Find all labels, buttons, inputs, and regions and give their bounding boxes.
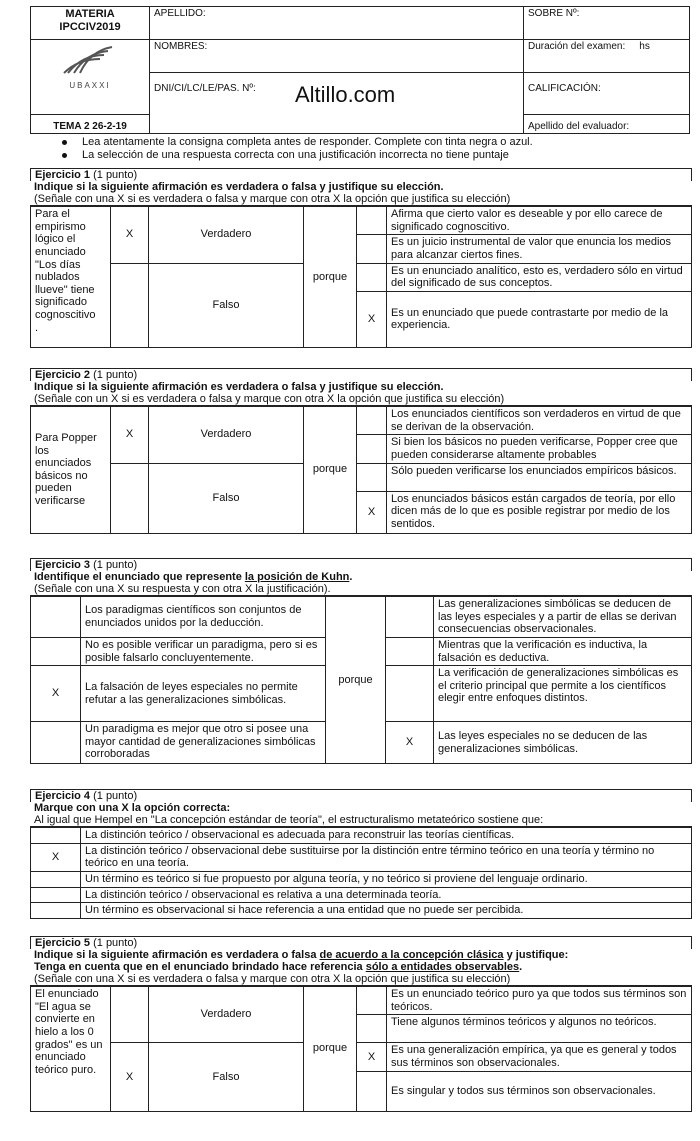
watermark: Altillo.com xyxy=(295,82,396,107)
exercise-4-table xyxy=(30,827,692,919)
option-text: Sólo pueden verificarse los enunciados empíricos básicos. xyxy=(387,463,692,491)
false-mark-box[interactable] xyxy=(111,263,149,347)
tema-label: TEMA 2 26-2-19 xyxy=(53,120,127,132)
materia-cell xyxy=(31,7,150,40)
exercise-1-instruction: Indique si la siguiente afirmación es verdadera o falsa y justifique su elección. xyxy=(34,181,444,193)
false-option: Falso xyxy=(149,1043,304,1111)
exercise-2-table xyxy=(30,406,692,534)
materia-code: IPCCIV2019 xyxy=(59,20,121,33)
left-option-text: No es posible verificar un paradigma, pero si es posible falsarlo concluyentemente. xyxy=(81,637,326,665)
right-option-text: Las generalizaciones simbólicas se deducen de las leyes especiales y a partir de ellas se derivan consecuencias observacionales. xyxy=(434,597,692,638)
left-option-text: Los paradigmas científicos son conjuntos de enunciados unidos por la deducción. xyxy=(81,597,326,638)
option-text: Es un enunciado teórico puro ya que todos sus términos son teóricos. xyxy=(387,987,692,1015)
right-mark-box[interactable] xyxy=(386,637,434,665)
exercise-2-instruction: Indique si la siguiente afirmación es verdadera o falsa y justifique su elección. xyxy=(34,381,444,393)
calificacion-label: CALIFICACIÓN: xyxy=(528,83,601,94)
exercise-3-title: Ejercicio 3 (1 punto) xyxy=(30,558,692,571)
left-mark-box[interactable] xyxy=(31,637,81,665)
option-mark-box[interactable] xyxy=(357,435,387,463)
option-text: La distinción teórico / observacional es relativa a una determinada teoría. xyxy=(81,887,692,903)
left-mark-box[interactable]: X xyxy=(31,666,81,722)
true-mark-box[interactable] xyxy=(111,987,149,1043)
sobre-label: SOBRE Nº: xyxy=(528,8,580,19)
exercise-5-table xyxy=(30,986,692,1112)
exercise-3-instruction: Identifique el enunciado que represente la posición de Kuhn. xyxy=(34,571,353,583)
option-mark-box[interactable] xyxy=(357,263,387,291)
right-option-text: Mientras que la verificación es inductiva, la falsación es deductiva. xyxy=(434,637,692,665)
ubaxxi-logo-icon xyxy=(60,43,120,77)
exercise-1 xyxy=(30,168,692,348)
option-mark-box[interactable] xyxy=(357,235,387,263)
exercise-4-title: Ejercicio 4 (1 punto) xyxy=(30,789,692,802)
true-option: Verdadero xyxy=(149,207,304,264)
sobre-field[interactable] xyxy=(524,7,690,40)
tema-cell xyxy=(31,115,150,134)
instructions-list xyxy=(62,136,533,162)
false-mark-box[interactable]: X xyxy=(111,1043,149,1111)
right-mark-box[interactable] xyxy=(386,597,434,638)
option-text: Los enunciados científicos son verdaderos en virtud de que se derivan de la observación. xyxy=(387,407,692,435)
false-mark-box[interactable] xyxy=(111,463,149,533)
option-mark-box[interactable]: X xyxy=(357,491,387,533)
exercise-4-note: Al igual que Hempel en "La concepción estándar de teoría", el estructuralismo metateórico sostiene que: xyxy=(30,814,692,827)
false-option: Falso xyxy=(149,263,304,347)
logo-text: UBAXXI xyxy=(69,80,111,90)
exercise-1-title: Ejercicio 1 (1 punto) xyxy=(30,168,692,181)
nombres-field[interactable] xyxy=(150,40,524,73)
option-mark-box[interactable] xyxy=(357,407,387,435)
option-text: Si bien los básicos no pueden verificarse, Popper cree que pueden considerarse altamente probables xyxy=(387,435,692,463)
option-text: Es un juicio instrumental de valor que enuncia los medios para alcanzar ciertos fines. xyxy=(387,235,692,263)
option-mark-box[interactable] xyxy=(357,207,387,235)
option-mark-box[interactable]: X xyxy=(357,291,387,347)
option-mark-box[interactable]: X xyxy=(31,843,81,871)
exercise-1-note: (Señale con una X si es verdadera o falsa y marque con otra X la opción que justifica su elección) xyxy=(30,193,692,206)
true-option: Verdadero xyxy=(149,407,304,464)
exercise-3-table xyxy=(30,596,692,764)
evaluador-field[interactable] xyxy=(524,115,690,134)
option-mark-box[interactable] xyxy=(31,903,81,919)
statement-cell: Para el empirismo lógico el enunciado "Los días nublados llueve" tiene significado cognoscitivo . xyxy=(31,207,111,348)
duracion-unit: hs xyxy=(639,41,650,52)
option-mark-box[interactable] xyxy=(31,871,81,887)
option-text: Es singular y todos sus términos son observacionales. xyxy=(387,1071,692,1111)
exercise-4-instruction: Marque con una X la opción correcta: xyxy=(34,802,231,814)
false-option: Falso xyxy=(149,463,304,533)
option-text: Afirma que cierto valor es deseable y por ello carece de significado cognoscitivo. xyxy=(387,207,692,235)
option-text: Es una generalización empírica, ya que es general y todos sus términos son observacionales. xyxy=(387,1043,692,1071)
option-text: La distinción teórico / observacional es adecuada para reconstruir las teorías científicas. xyxy=(81,828,692,844)
because-label: porque xyxy=(304,407,357,534)
option-mark-box[interactable]: X xyxy=(357,1043,387,1071)
option-mark-box[interactable] xyxy=(31,828,81,844)
exam-header xyxy=(30,6,690,134)
true-mark-box[interactable]: X xyxy=(111,407,149,464)
exercise-2-title: Ejercicio 2 (1 punto) xyxy=(30,368,692,381)
exercise-4 xyxy=(30,789,692,919)
duracion-field[interactable] xyxy=(524,40,690,73)
exercise-2-note: (Señale con un X si es verdadera o falsa y marque con otra X la opción que justifica su elección) xyxy=(30,393,692,406)
option-text: Es un enunciado que puede contrastarte por medio de la experiencia. xyxy=(387,291,692,347)
because-label: porque xyxy=(304,987,357,1112)
right-option-text: La verificación de generalizaciones simbólicas es el criterio principal que permite a los científicos elegir entre enfoques distintos. xyxy=(434,666,692,722)
left-mark-box[interactable] xyxy=(31,597,81,638)
right-mark-box[interactable]: X xyxy=(386,722,434,764)
exercise-3-note: (Señale con una X su respuesta y con otra X la justificación). xyxy=(30,583,692,596)
option-mark-box[interactable] xyxy=(357,1071,387,1111)
left-option-text: Un paradigma es mejor que otro si posee una mayor cantidad de generalizaciones simbólicas corroboradas xyxy=(81,722,326,764)
exercise-5-instruction-2: Tenga en cuenta que en el enunciado brindado hace referencia sólo a entidades observables. xyxy=(34,961,523,973)
exercise-3 xyxy=(30,558,692,764)
option-text: Los enunciados básicos están cargados de teoría, por ello dicen más de lo que es posible registrar por medio de los sentidos. xyxy=(387,491,692,533)
instruction-item: Lea atentamente la consigna completa antes de responder. Complete con tinta negra o azul. xyxy=(62,136,533,149)
option-mark-box[interactable] xyxy=(357,1015,387,1043)
option-text: Es un enunciado analítico, esto es, verdadero sólo en virtud del significado de sus conceptos. xyxy=(387,263,692,291)
exercise-5-note: (Señale con una X si es verdadera o falsa y marque con otra X la opción que justifica su elección) xyxy=(30,973,692,986)
duracion-label: Duración del examen: xyxy=(528,41,626,52)
left-mark-box[interactable] xyxy=(31,722,81,764)
exercise-5-instruction: Indique si la siguiente afirmación es verdadera o falsa de acuerdo a la concepción clásica y justifique: xyxy=(34,949,569,961)
option-text: Tiene algunos términos teóricos y algunos no teóricos. xyxy=(387,1015,692,1043)
exercise-5 xyxy=(30,936,692,1112)
option-text: Un término es teórico si fue propuesto por alguna teoría, y no teórico si proviene del lenguaje ordinario. xyxy=(81,871,692,887)
apellido-label: APELLIDO: xyxy=(154,8,206,19)
right-mark-box[interactable] xyxy=(386,666,434,722)
exercise-5-title: Ejercicio 5 (1 punto) xyxy=(30,936,692,949)
logo-cell xyxy=(31,40,150,115)
evaluador-label: Apellido del evaluador: xyxy=(528,120,630,132)
nombres-label: NOMBRES: xyxy=(154,41,208,52)
option-text: Un término es observacional si hace referencia a una entidad que no puede ser percibida. xyxy=(81,903,692,919)
option-text: La distinción teórico / observacional debe sustituirse por la distinción entre término teórico en una teoría y término no teórico en una teoría. xyxy=(81,843,692,871)
option-mark-box[interactable] xyxy=(357,463,387,491)
dni-label: DNI/CI/LC/LE/PAS. Nº: xyxy=(154,83,256,94)
true-mark-box[interactable]: X xyxy=(111,207,149,264)
materia-label: MATERIA xyxy=(65,8,115,20)
statement-cell: El enunciado "El agua se convierte en hielo a los 0 grados" es un enunciado teórico puro. xyxy=(31,987,111,1112)
true-option: Verdadero xyxy=(149,987,304,1043)
statement-cell: Para Popper los enunciados básicos no pueden verificarse xyxy=(31,407,111,534)
because-label: porque xyxy=(326,597,386,764)
option-mark-box[interactable] xyxy=(31,887,81,903)
exercise-1-table xyxy=(30,206,692,348)
right-option-text: Las leyes especiales no se deducen de las generalizaciones simbólicas. xyxy=(434,722,692,764)
because-label: porque xyxy=(304,207,357,348)
instruction-item: La selección de una respuesta correcta con una justificación incorrecta no tiene puntaje xyxy=(62,149,533,162)
option-mark-box[interactable] xyxy=(357,987,387,1015)
apellido-field[interactable] xyxy=(150,7,524,40)
exercise-2 xyxy=(30,368,692,534)
calificacion-field[interactable] xyxy=(524,73,690,115)
left-option-text: La falsación de leyes especiales no permite refutar a las generalizaciones simbólicas. xyxy=(81,666,326,722)
